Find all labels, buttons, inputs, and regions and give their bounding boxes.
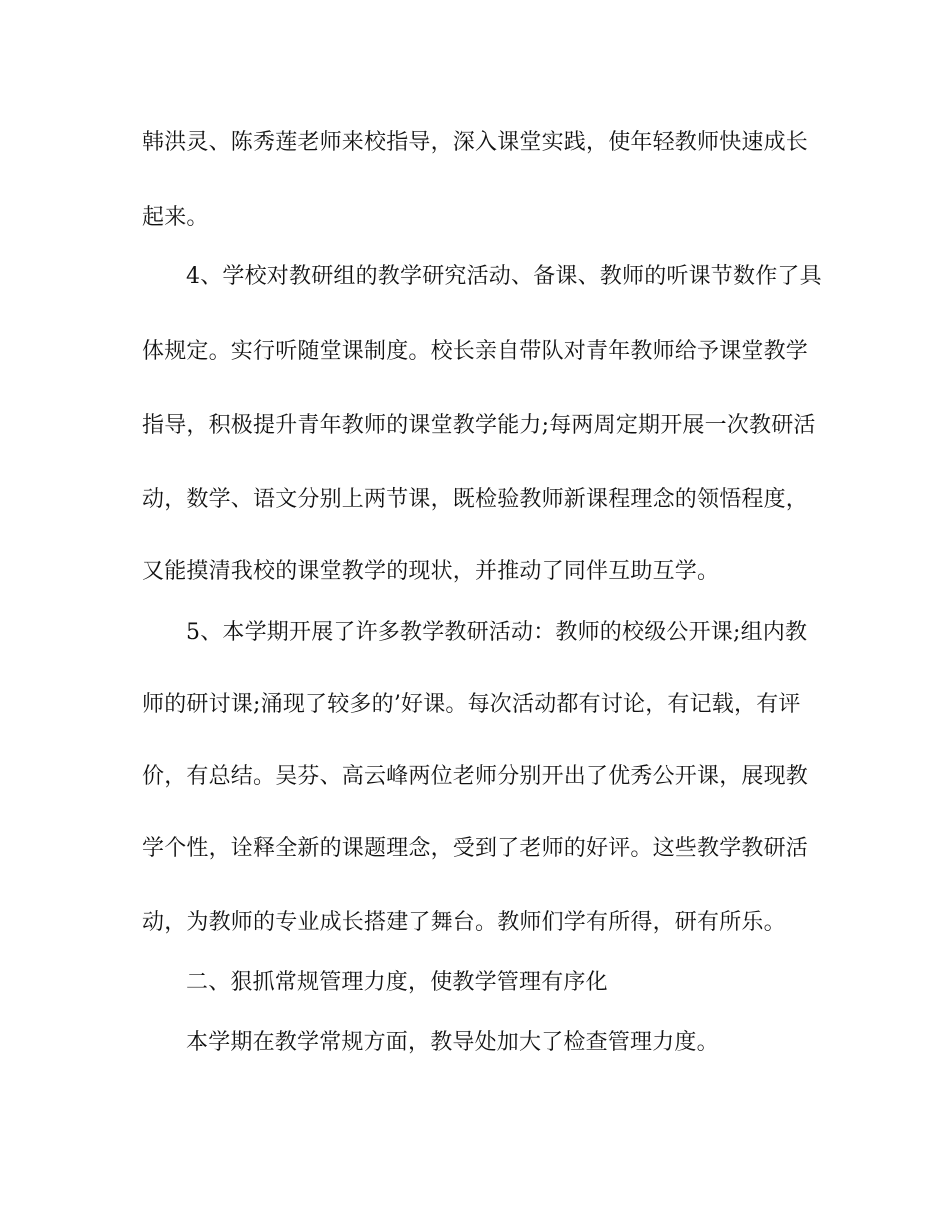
text-line-10: 价，有总结。吴芬、高云峰两位老师分别开出了优秀公开课，展现教 (142, 764, 809, 789)
section-heading: 二、狠抓常规管理力度，使教学管理有序化 (186, 970, 608, 995)
section-intro: 本学期在教学常规方面，教导处加大了检查管理力度。 (186, 1030, 719, 1055)
text-line-1: 韩洪灵、陈秀莲老师来校指导，深入课堂实践，使年轻教师快速成长 (142, 130, 809, 155)
text-line-4: 体规定。实行听随堂课制度。校长亲自带队对青年教师给予课堂教学 (142, 339, 809, 364)
text-line-2: 起来。 (142, 205, 209, 230)
text-line-11: 学个性，诠释全新的课题理念，受到了老师的好评。这些教学教研活 (142, 836, 809, 861)
text-line-9: 师的研讨课;涌现了较多的’好课。每次活动都有讨论，有记载，有评 (142, 692, 801, 717)
paragraph-4-start: 4、学校对教研组的教学研究活动、备课、教师的听课节数作了具 (186, 264, 822, 289)
text-line-12: 动，为教师的专业成长搭建了舞台。教师们学有所得，研有所乐。 (142, 910, 786, 935)
text-line-5: 指导，积极提升青年教师的课堂教学能力;每两周定期开展一次教研活 (142, 413, 816, 438)
text-line-7: 又能摸清我校的课堂教学的现状，并推动了同伴互助互学。 (142, 559, 720, 584)
paragraph-5-start: 5、本学期开展了许多教学教研活动：教师的校级公开课;组内教 (186, 620, 808, 645)
text-line-6: 动，数学、语文分别上两节课，既检验教师新课程理念的领悟程度， (142, 487, 809, 512)
